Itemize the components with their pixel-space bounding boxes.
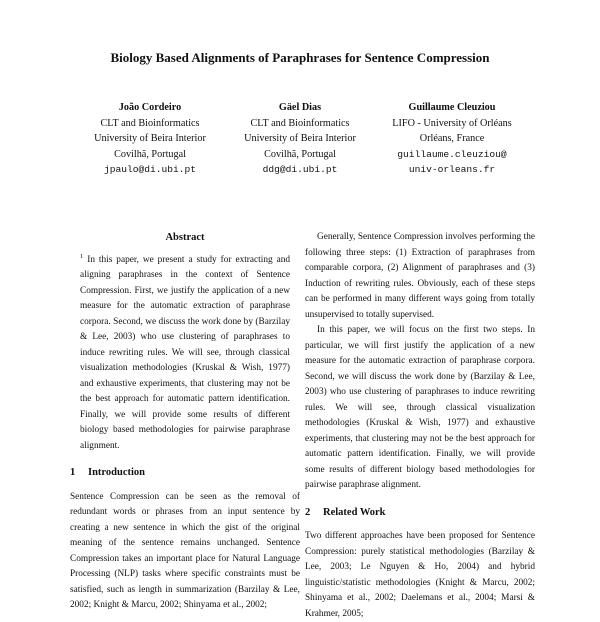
author-name: João Cordeiro — [118, 102, 182, 113]
author-affiliation: LIFO - University of Orléans — [392, 117, 512, 129]
footnote-marker: 1 — [80, 252, 84, 260]
section-title: Introduction — [88, 467, 145, 478]
author-affiliation: CLT and Bioinformatics — [100, 117, 200, 129]
body-paragraph-2: In this paper, we will focus on the first two steps. In particular, we will first justify the application of a new measure for the automatic extraction of paraphrase corpora. Second, we will discuss the work done by (Barzilay & Lee, 2003) who use clustering of paraphrases to induce rewriting rules. We will see, through classical visualization methodologies (Kruskal & Wish, 1977) and exhaustive experiments, that clustering may not be the best approach for automatic pattern identification. Finally, we will provide some results of different biology based methodologies for pairwise paraphrase alignment. — [305, 325, 535, 490]
author-affiliation: Orléans, France — [419, 133, 485, 145]
author-affiliation: University of Beira Interior — [94, 133, 206, 145]
author-email-domain[interactable]: univ-orleans.fr — [408, 164, 496, 176]
paper-title: Biology Based Alignments of Paraphrases for Sentence Compression — [110, 50, 490, 65]
author-affiliation: CLT and Bioinformatics — [250, 117, 350, 129]
author-email[interactable]: jpaulo@di.ubi.pt — [103, 164, 197, 176]
author-email[interactable]: guillaume.cleuziou@ — [397, 148, 507, 160]
author-name: Guillaume Cleuziou — [408, 102, 496, 113]
section-heading-introduction — [70, 465, 300, 481]
author-email[interactable]: ddg@di.ubi.pt — [262, 164, 338, 176]
section-heading-related-work — [305, 505, 535, 521]
author-block-3 — [372, 100, 532, 178]
section-number: 1 — [70, 467, 76, 478]
left-column — [70, 230, 300, 614]
related-work-body: Two different approaches have been proposed for Sentence Compression: purely statistical methodologies (Barzilay & Lee, 2003; Le Nguyen & Ho, 2004) and hybrid linguistic/statistic methodologies (Knight & Marcu, 2002; Shinyama et al., 2002; Daelemans et al., 2004; Marsi & Krahmer, 2005; — [305, 531, 535, 619]
author-block-1 — [70, 100, 230, 178]
section-title: Related Work — [323, 506, 386, 518]
body-paragraph-1: Generally, Sentence Compression involves performing the following three steps: (1) Extraction of paraphrases from comparable corpora, (2) Alignment of paraphrases and (3) Induction of rewriting rules. Obviously, each of these steps can be performed in many different ways going from totally unsupervised to totally supervised. — [305, 232, 535, 320]
section-number: 2 — [305, 506, 311, 518]
introduction-body: Sentence Compression can be seen as the removal of redundant words or phrases from an input sentence by creating a new sentence in which the gist of the original meaning of the sentence remains unchanged. Sentence Compression takes an important place for Natural Language Processing (NLP) tasks where specific constraints must be satisfied, such as length in summarization (Barzilay & Lee, 2002; Knight & Marcu, 2002; Shinyama et al., 2002; — [70, 491, 300, 610]
abstract-body — [70, 253, 300, 455]
author-location: Covilhã, Portugal — [114, 148, 186, 160]
abstract-text: In this paper, we present a study for extracting and aligning paraphrases in the context of Sentence Compression. First, we justify the application of a new measure for the automatic extraction of paraphrase corpora. Second, we discuss the work done by (Barzilay & Lee, 2003) who use clustering of paraphrases to induce rewriting rules. We will see, through classical visualization methodologies (Kruskal & Wish, 1977) and exhaustive experiments, that clustering may not be the best approach for automatic pattern identification. Finally, we will provide some results of different biology based methodologies for pairwise paraphrase alignment. — [80, 254, 290, 451]
abstract-heading: Abstract — [165, 232, 205, 243]
author-location: Covilhã, Portugal — [264, 148, 336, 160]
author-name: Gäel Dias — [278, 102, 322, 113]
right-column — [305, 230, 535, 622]
author-affiliation: University of Beira Interior — [244, 133, 356, 145]
author-block-2 — [220, 100, 380, 178]
